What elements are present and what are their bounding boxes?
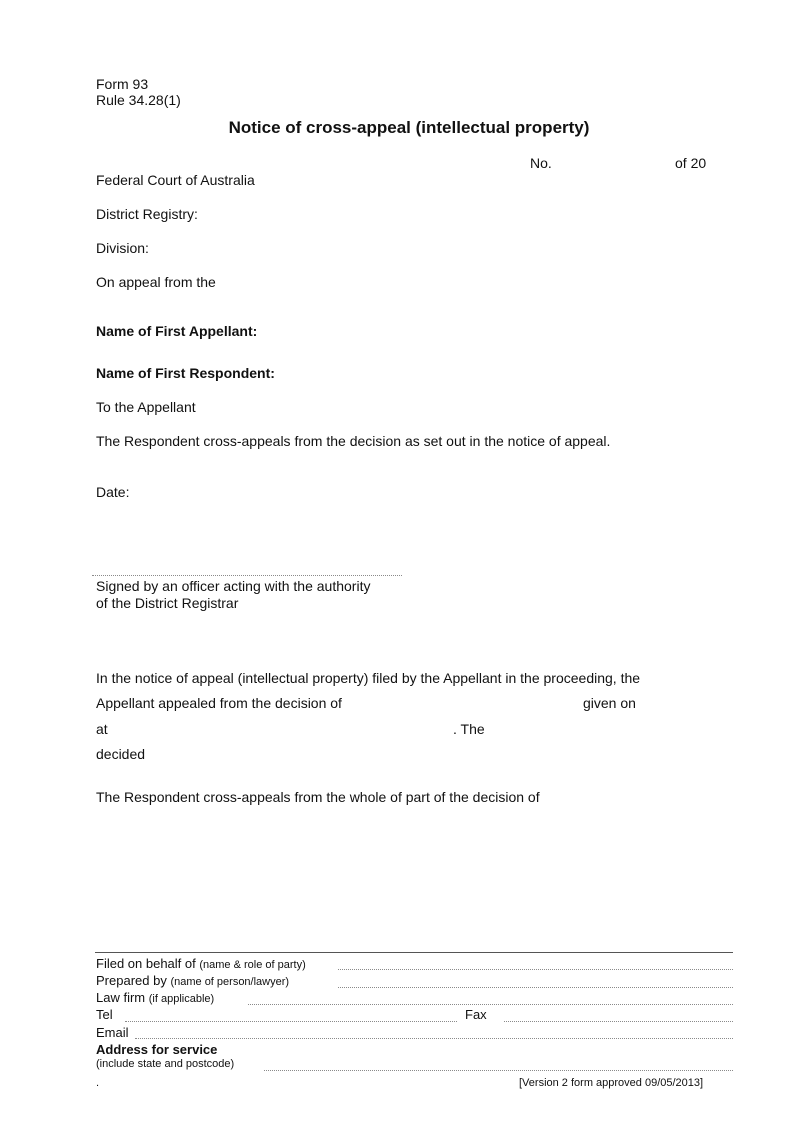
cross-appeal-scope: The Respondent cross-appeals from the whole of part of the decision of [96, 789, 540, 805]
first-appellant-label: Name of First Appellant: [96, 323, 258, 339]
case-year-label: of 20 [675, 155, 707, 171]
prepared-by-label [96, 973, 289, 989]
version-note: [Version 2 form approved 09/05/2013] [519, 1077, 704, 1089]
prepared-by-text: Prepared by [96, 973, 167, 988]
rule-reference: Rule 34.28(1) [96, 92, 181, 108]
form-number: Form 93 [96, 76, 149, 92]
footer-dot: . [96, 1077, 100, 1089]
tel-label: Tel [96, 1007, 113, 1022]
law-firm-field[interactable] [248, 1004, 733, 1005]
details-line2-end: given on [583, 695, 636, 711]
footer-divider [95, 952, 733, 953]
first-respondent-label: Name of First Respondent: [96, 365, 275, 381]
tel-field[interactable] [125, 1021, 457, 1022]
filed-on-behalf-note: (name & role of party) [199, 959, 306, 971]
cross-appeal-statement: The Respondent cross-appeals from the decision as set out in the notice of appeal. [96, 433, 611, 449]
email-label: Email [96, 1025, 129, 1040]
case-number-label: No. [530, 155, 552, 171]
signature-caption-line2: of the District Registrar [96, 595, 239, 611]
signature-caption-line1: Signed by an officer acting with the authority [96, 578, 371, 594]
law-firm-text: Law firm [96, 990, 146, 1005]
date-label: Date: [96, 484, 130, 500]
division-label: Division: [96, 240, 149, 256]
addressee: To the Appellant [96, 399, 196, 415]
appeal-from-label: On appeal from the [96, 274, 216, 290]
filed-on-behalf-field[interactable] [338, 969, 733, 970]
fax-field[interactable] [504, 1021, 733, 1022]
address-for-service-field[interactable] [264, 1070, 733, 1071]
district-registry-label: District Registry: [96, 206, 198, 222]
details-line1: In the notice of appeal (intellectual property) filed by the Appellant in the proceeding, the [96, 670, 641, 686]
email-field[interactable] [135, 1038, 733, 1039]
filed-on-behalf-text: Filed on behalf of [96, 956, 196, 971]
law-firm-note: (if applicable) [148, 993, 215, 1005]
details-line3-start: at [96, 721, 108, 737]
details-line2-start: Appellant appealed from the decision of [96, 695, 342, 711]
court-name: Federal Court of Australia [96, 172, 255, 188]
fax-label: Fax [465, 1007, 487, 1022]
details-line4: decided [96, 746, 146, 762]
address-for-service-label: Address for service [96, 1042, 218, 1057]
prepared-by-note: (name of person/lawyer) [170, 976, 290, 988]
details-line3-end: . The [453, 721, 485, 737]
filed-on-behalf-label [96, 956, 306, 972]
law-firm-label [96, 990, 214, 1006]
address-for-service-note: (include state and postcode) [96, 1058, 235, 1070]
signature-line [92, 575, 402, 576]
document-title: Notice of cross-appeal (intellectual property) [228, 118, 590, 137]
prepared-by-field[interactable] [338, 987, 733, 988]
